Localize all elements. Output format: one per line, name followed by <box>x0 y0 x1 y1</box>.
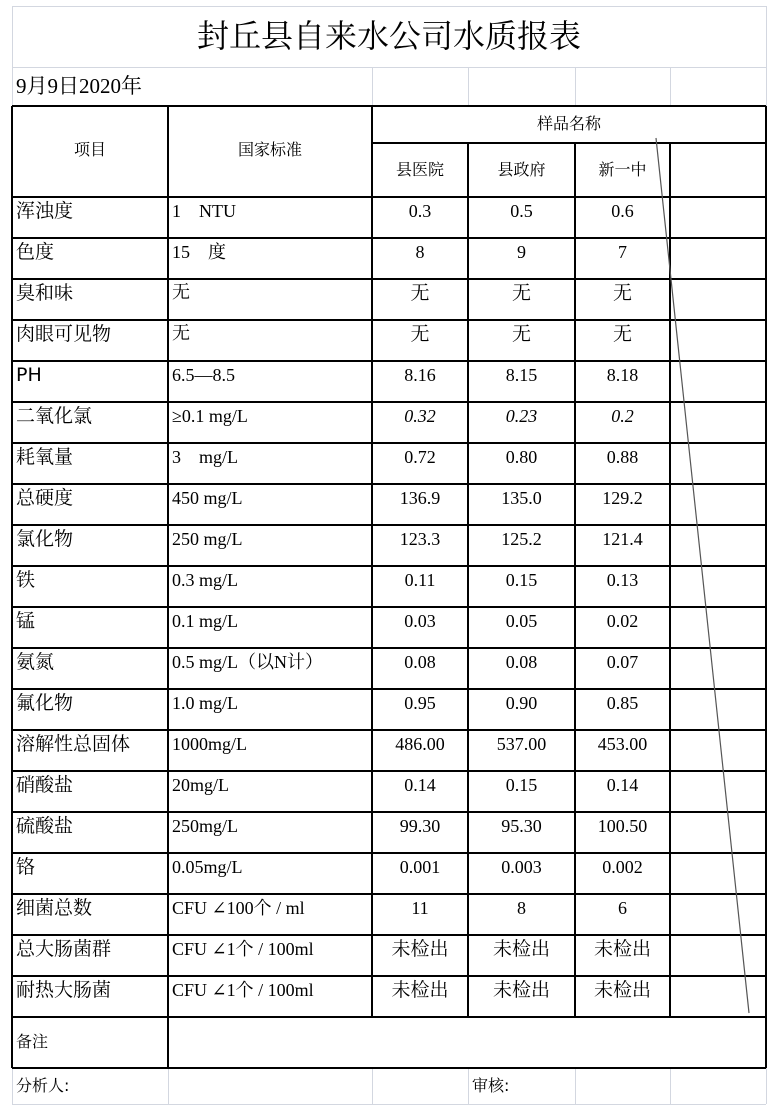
row-item-name: 耗氧量 <box>16 446 74 468</box>
row-value: 无 <box>511 282 531 304</box>
row-item-name: 氨氮 <box>16 651 55 673</box>
row-value: 8.15 <box>505 365 538 385</box>
row-standard: 15 度 <box>172 242 226 262</box>
row-item-name: 总硬度 <box>16 487 74 509</box>
row-standard: 6.5—8.5 <box>172 365 235 385</box>
row-standard: 20mg/L <box>172 775 229 795</box>
header-sample-name: 县医院 <box>395 160 444 179</box>
row-value: 0.2 <box>611 406 634 426</box>
row-value: 0.5 <box>510 201 533 221</box>
row-item-name: 总大肠菌群 <box>16 938 112 960</box>
row-item-name: PH <box>16 364 42 386</box>
row-item-name: 硫酸盐 <box>16 815 74 837</box>
header-sample-name: 县政府 <box>497 160 546 179</box>
row-standard: 0.5 mg/L（以N计） <box>172 652 323 672</box>
row-value: 0.15 <box>505 570 538 590</box>
row-value: 8.16 <box>404 365 436 385</box>
row-value: 99.30 <box>399 816 441 836</box>
row-value: 0.88 <box>606 447 639 467</box>
row-standard: 1000mg/L <box>172 734 247 754</box>
row-value: 123.3 <box>399 529 441 549</box>
row-value: 9 <box>517 242 526 262</box>
row-value: 未检出 <box>391 938 449 960</box>
row-value: 0.6 <box>611 201 634 221</box>
row-value: 0.05 <box>505 611 538 631</box>
row-value: 136.9 <box>399 488 441 508</box>
row-value: 0.32 <box>404 406 436 426</box>
row-value: 0.001 <box>399 857 441 877</box>
row-standard: CFU ∠1个 / 100ml <box>172 980 314 1000</box>
row-value: 未检出 <box>492 979 550 1001</box>
header-standard: 国家标准 <box>237 140 302 159</box>
row-value: 135.0 <box>501 488 542 508</box>
row-value: 未检出 <box>593 979 651 1001</box>
row-value: 无 <box>612 282 632 304</box>
row-value: 486.00 <box>395 734 445 754</box>
row-value: 0.95 <box>404 693 436 713</box>
row-value: 0.15 <box>505 775 538 795</box>
row-value: 7 <box>618 242 627 262</box>
row-value: 125.2 <box>501 529 542 549</box>
row-value: 0.02 <box>606 611 639 631</box>
row-standard: 无 <box>172 282 190 303</box>
row-value: 0.14 <box>404 775 436 795</box>
row-standard: 450 mg/L <box>172 488 243 508</box>
row-item-name: 肉眼可见物 <box>16 323 112 345</box>
row-standard: 250 mg/L <box>172 529 243 549</box>
row-standard: ≥0.1 mg/L <box>172 406 248 426</box>
row-item-name: 氯化物 <box>16 528 74 550</box>
row-item-name: 臭和味 <box>16 282 74 304</box>
row-value: 11 <box>411 898 429 918</box>
row-standard: 无 <box>172 323 190 344</box>
report-date: 9月9日2020年 <box>16 74 142 98</box>
row-value: 0.23 <box>505 406 538 426</box>
row-value: 0.80 <box>505 447 538 467</box>
row-value: 95.30 <box>501 816 542 836</box>
row-item-name: 铬 <box>16 856 36 878</box>
row-value: 0.002 <box>602 857 643 877</box>
row-value: 0.07 <box>606 652 639 672</box>
row-value: 100.50 <box>597 816 648 836</box>
row-item-name: 溶解性总固体 <box>16 733 131 755</box>
row-value: 0.08 <box>505 652 538 672</box>
row-value: 0.90 <box>505 693 538 713</box>
row-value: 8.18 <box>606 365 639 385</box>
row-value: 无 <box>511 323 531 345</box>
row-item-name: 铁 <box>16 569 36 591</box>
row-standard: 0.05mg/L <box>172 857 243 877</box>
row-standard: CFU ∠1个 / 100ml <box>172 939 314 959</box>
row-value: 0.13 <box>606 570 639 590</box>
row-value: 0.003 <box>501 857 542 877</box>
diagonal-strike-stroke <box>656 138 749 1013</box>
analyst-label: 分析人: <box>16 1076 70 1095</box>
row-standard: 3 mg/L <box>172 447 238 467</box>
row-standard: 1.0 mg/L <box>172 693 238 713</box>
row-value: 8 <box>415 242 425 262</box>
row-value: 0.03 <box>404 611 436 631</box>
row-value: 未检出 <box>492 938 550 960</box>
row-value: 6 <box>618 898 627 918</box>
row-standard: 250mg/L <box>172 816 238 836</box>
header-sample-group: 样品名称 <box>536 114 601 133</box>
row-standard: CFU ∠100个 / ml <box>172 898 305 918</box>
row-value: 无 <box>612 323 632 345</box>
row-value: 0.11 <box>404 570 436 590</box>
row-value: 0.3 <box>408 201 432 221</box>
row-value: 0.85 <box>606 693 639 713</box>
row-standard: 1 NTU <box>172 201 236 221</box>
row-item-name: 色度 <box>16 241 55 263</box>
row-item-name: 二氧化氯 <box>16 405 93 427</box>
row-standard: 0.1 mg/L <box>172 611 238 631</box>
row-item-name: 浑浊度 <box>16 200 74 222</box>
remarks-label: 备注 <box>16 1032 49 1051</box>
row-item-name: 硝酸盐 <box>16 774 74 796</box>
row-value: 453.00 <box>597 734 648 754</box>
row-value: 0.72 <box>404 447 436 467</box>
row-value: 0.14 <box>606 775 639 795</box>
row-value: 8 <box>517 898 526 918</box>
row-value: 129.2 <box>602 488 643 508</box>
header-sample-name: 新一中 <box>598 160 647 179</box>
row-value: 537.00 <box>496 734 547 754</box>
report-title: 封丘县自来水公司水质报表 <box>196 17 581 55</box>
row-value: 无 <box>410 323 430 345</box>
row-value: 未检出 <box>593 938 651 960</box>
row-value: 无 <box>410 282 430 304</box>
row-value: 0.08 <box>404 652 436 672</box>
row-value: 121.4 <box>602 529 643 549</box>
row-item-name: 锰 <box>16 610 36 632</box>
header-item: 项目 <box>73 140 106 159</box>
row-item-name: 细菌总数 <box>16 897 93 919</box>
row-item-name: 氟化物 <box>16 692 74 714</box>
reviewer-label: 审核: <box>472 1076 510 1095</box>
row-value: 未检出 <box>391 979 449 1001</box>
row-standard: 0.3 mg/L <box>172 570 238 590</box>
row-item-name: 耐热大肠菌 <box>16 979 112 1001</box>
